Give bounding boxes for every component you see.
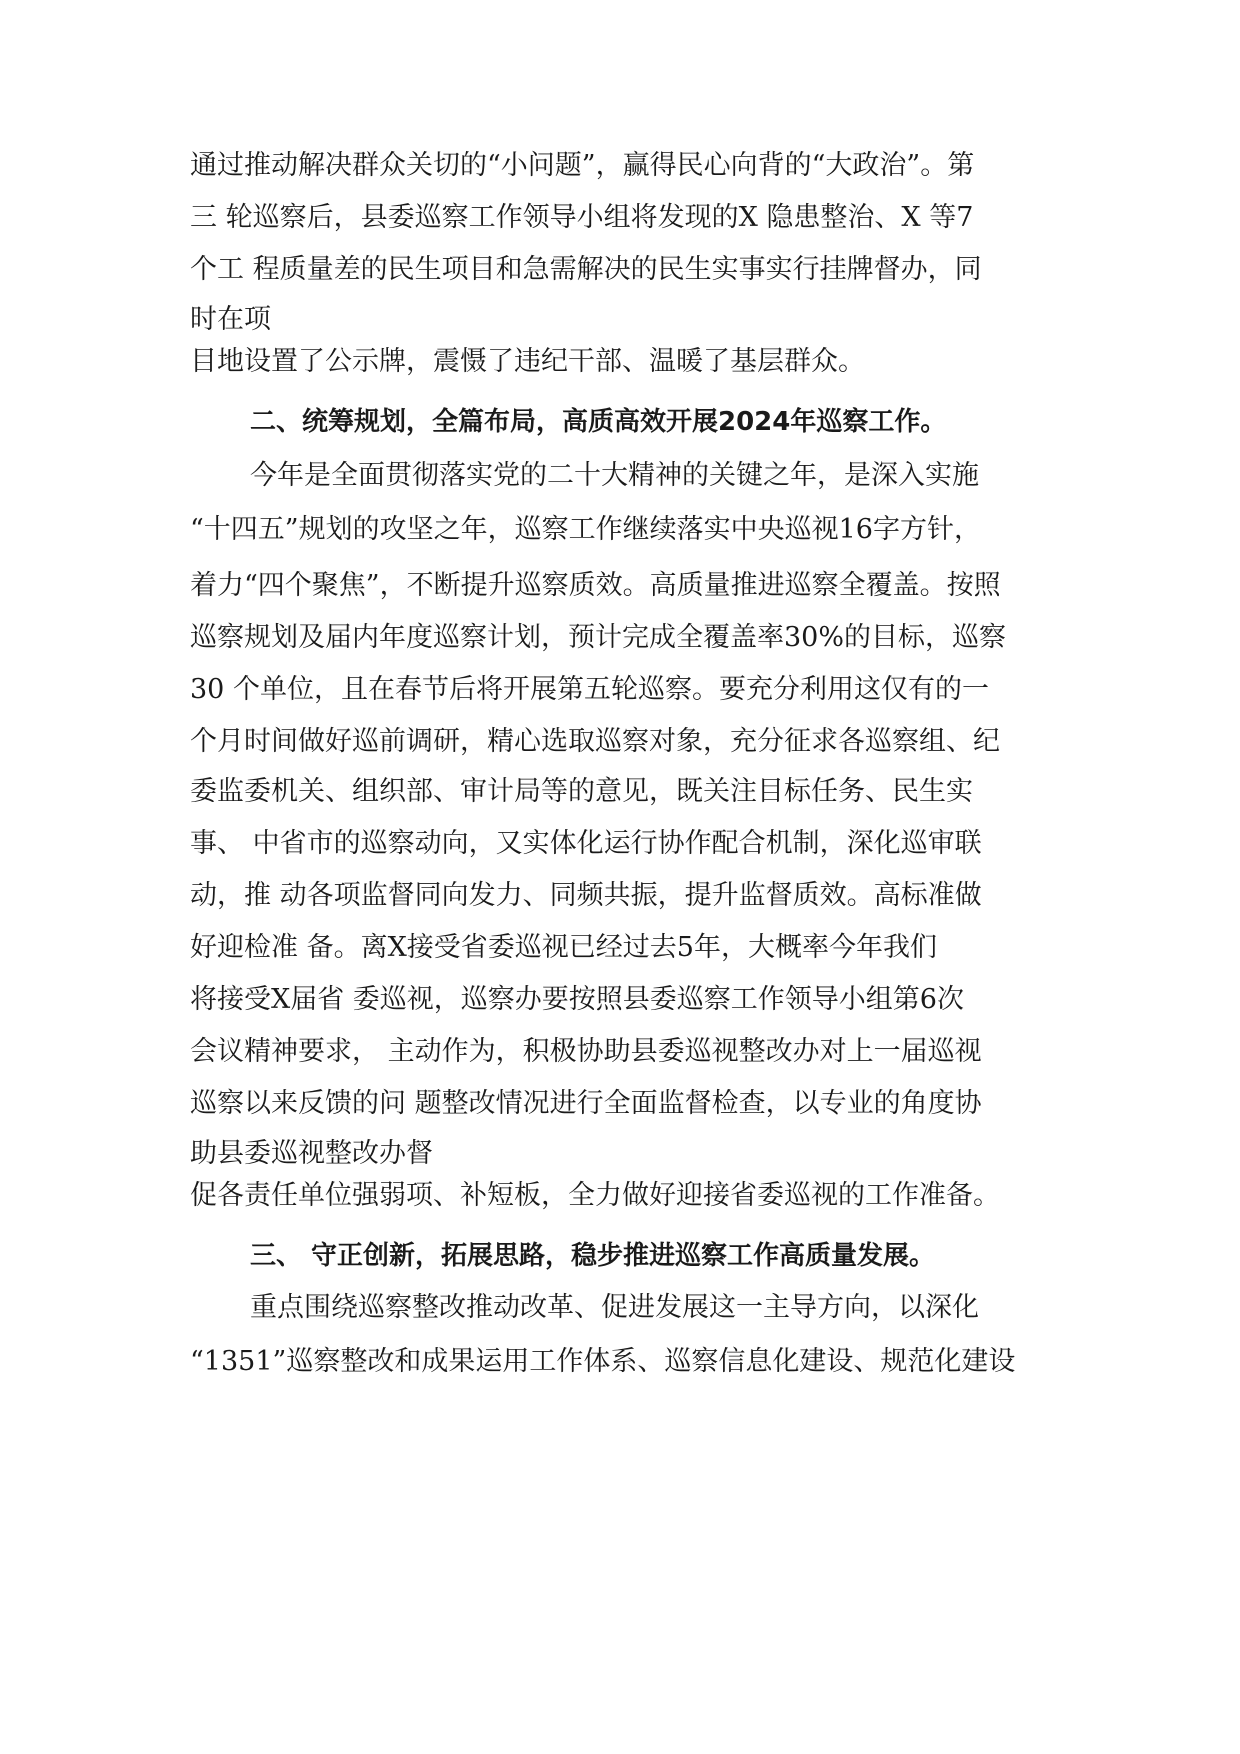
body-text-line: 时在项 bbox=[190, 304, 271, 335]
body-text-line: 动，推 动各项监督同向发力、同频共振，提升监督质效。高标准做 bbox=[190, 880, 982, 911]
body-text-line: 三 轮巡察后，县委巡察工作领导小组将发现的X 隐患整治、X 等7 bbox=[190, 202, 974, 233]
body-text-line: 好迎检准 备。离X接受省委巡视已经过去5年，大概率今年我们 bbox=[190, 932, 937, 963]
body-text-line: 个月时间做好巡前调研，精心选取巡察对象，充分征求各巡察组、纪 bbox=[190, 726, 1000, 757]
paragraph-first-line: 今年是全面贯彻落实党的二十大精神的关键之年，是深入实施 bbox=[250, 460, 979, 491]
body-text-line: 通过推动解决群众关切的“小问题”，赢得民心向背的“大政治”。第 bbox=[190, 150, 975, 181]
body-text-line: 目地设置了公示牌，震慑了违纪干部、温暖了基层群众。 bbox=[190, 346, 865, 377]
body-text-line: 会议精神要求， 主动作为，积极协助县委巡视整改办对上一届巡视 bbox=[190, 1036, 982, 1067]
body-text-line: 巡察以来反馈的问 题整改情况进行全面监督检查，以专业的角度协 bbox=[190, 1088, 982, 1119]
body-text-line: 事、 中省市的巡察动向，又实体化运行协作配合机制，深化巡审联 bbox=[190, 828, 982, 859]
body-text-line: 委监委机关、组织部、审计局等的意见，既关注目标任务、民生实 bbox=[190, 776, 973, 807]
body-text-line: 个工 程质量差的民生项目和急需解决的民生实事实行挂牌督办，同 bbox=[190, 254, 982, 285]
body-text-line: 将接受X届省 委巡视，巡察办要按照县委巡察工作领导小组第6次 bbox=[190, 984, 964, 1015]
paragraph-first-line: 重点围绕巡察整改推动改革、促进发展这一主导方向，以深化 bbox=[250, 1292, 979, 1323]
section-heading-2: 二、统筹规划，全篇布局，高质高效开展2024年巡察工作。 bbox=[250, 407, 947, 437]
body-text-line: 巡察规划及届内年度巡察计划，预计完成全覆盖率30%的目标，巡察 bbox=[190, 622, 1007, 653]
body-text-line: 着力“四个聚焦”，不断提升巡察质效。高质量推进巡察全覆盖。按照 bbox=[190, 570, 1001, 601]
body-text-line: 促各责任单位强弱项、补短板，全力做好迎接省委巡视的工作准备。 bbox=[190, 1180, 1000, 1211]
body-text-line: 助县委巡视整改办督 bbox=[190, 1138, 433, 1169]
section-heading-3: 三、 守正创新，拓展思路，稳步推进巡察工作高质量发展。 bbox=[250, 1241, 936, 1271]
body-text-line: “1351”巡察整改和成果运用工作体系、巡察信息化建设、规范化建设 bbox=[190, 1346, 1016, 1377]
body-text-line: 30 个单位，且在春节后将开展第五轮巡察。要充分利用这仅有的一 bbox=[190, 674, 989, 705]
body-text-line: “十四五”规划的攻坚之年，巡察工作继续落实中央巡视16字方针， bbox=[190, 514, 981, 545]
